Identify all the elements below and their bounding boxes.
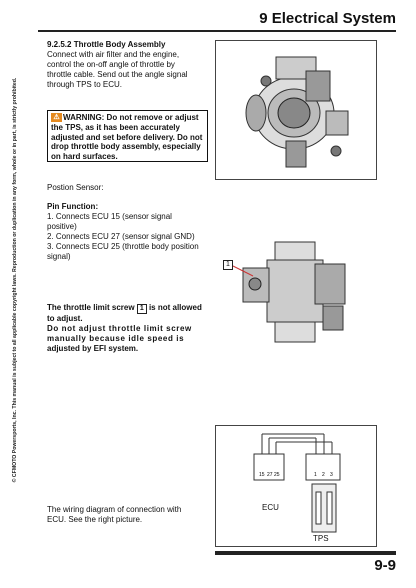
throttle-body-illustration	[216, 41, 376, 179]
ecu-pin-label: 15	[259, 472, 265, 478]
copyright-sidebar	[10, 62, 20, 512]
section-intro	[47, 50, 209, 90]
warning-line: on hard surfaces.	[51, 152, 118, 162]
throttle-side-illustration	[215, 232, 375, 354]
tps-pin-label: 1	[314, 472, 317, 478]
tps-label: TPS	[313, 534, 329, 543]
limit-screw-note	[47, 303, 209, 354]
intro-line: throttle cable. Send out the angle signal	[47, 70, 188, 79]
limit-line	[47, 303, 209, 314]
tps-pin-label: 3	[330, 472, 333, 478]
limit-line: adjusted by EFI system.	[47, 344, 139, 353]
wiring-diagram	[216, 426, 376, 546]
ecu-label: ECU	[262, 503, 279, 512]
wiring-diagram-figure	[215, 425, 377, 547]
position-sensor-label: Postion Sensor:	[47, 183, 104, 192]
pin-item: signal)	[47, 252, 71, 261]
ecu-pin-label: 27	[267, 472, 273, 478]
chapter-title: 9 Electrical System	[259, 10, 396, 27]
section-heading: 9.2.5.2 Throttle Body Assembly	[47, 40, 166, 49]
limit-line-text: The throttle limit screw	[47, 303, 135, 312]
intro-line: control the on-off angle of throttle by	[47, 60, 175, 69]
footer-rule	[215, 551, 396, 555]
limit-line: manually because idle speed is	[47, 334, 185, 343]
warning-box	[47, 110, 208, 162]
warning-line: adjusted and set before delivery. Do not	[51, 132, 203, 142]
limit-line-text: is not allowed	[148, 303, 202, 312]
warning-line: the TPS, as it has been accurately	[51, 122, 180, 132]
throttle-limit-figure	[215, 232, 375, 354]
copyright-notice: © CFMOTO Powersports, Inc. This manual is subject to all applicable copyright laws. Reproduction or duplication in any form, whole or in part, is strictly prohibited.	[12, 77, 18, 483]
tps-pin-label: 2	[322, 472, 325, 478]
limit-line: Do not adjust throttle limit screw	[47, 324, 192, 333]
pin-function-heading: Pin Function:	[47, 202, 99, 211]
intro-line: Connect with air filter and the engine,	[47, 50, 180, 59]
limit-line: to adjust.	[47, 314, 83, 323]
intro-line: through TPS to ECU.	[47, 80, 122, 89]
warning-icon: ⚠	[51, 113, 62, 122]
pin-item: 2. Connects ECU 27 (sensor signal GND)	[47, 232, 195, 241]
pin-item: 3. Connects ECU 25 (throttle body position	[47, 242, 199, 251]
pin-item: positive)	[47, 222, 77, 231]
page-header	[38, 8, 396, 32]
figure-callout-1: 1	[223, 260, 233, 270]
warning-line: drop throttle body assembly, especially	[51, 142, 201, 152]
caption-line: The wiring diagram of connection with	[47, 505, 182, 514]
throttle-body-figure	[215, 40, 377, 180]
pin-function-list	[47, 212, 209, 262]
ecu-pin-label: 25	[274, 472, 280, 478]
caption-line: ECU. See the right picture.	[47, 515, 143, 524]
wiring-caption	[47, 505, 209, 525]
warning-line-text: WARNING: Do not remove or adjust	[63, 113, 199, 122]
page-number: 9-9	[374, 557, 396, 574]
warning-line	[51, 113, 204, 123]
pin-item: 1. Connects ECU 15 (sensor signal	[47, 212, 172, 221]
inline-callout-1: 1	[137, 304, 147, 314]
